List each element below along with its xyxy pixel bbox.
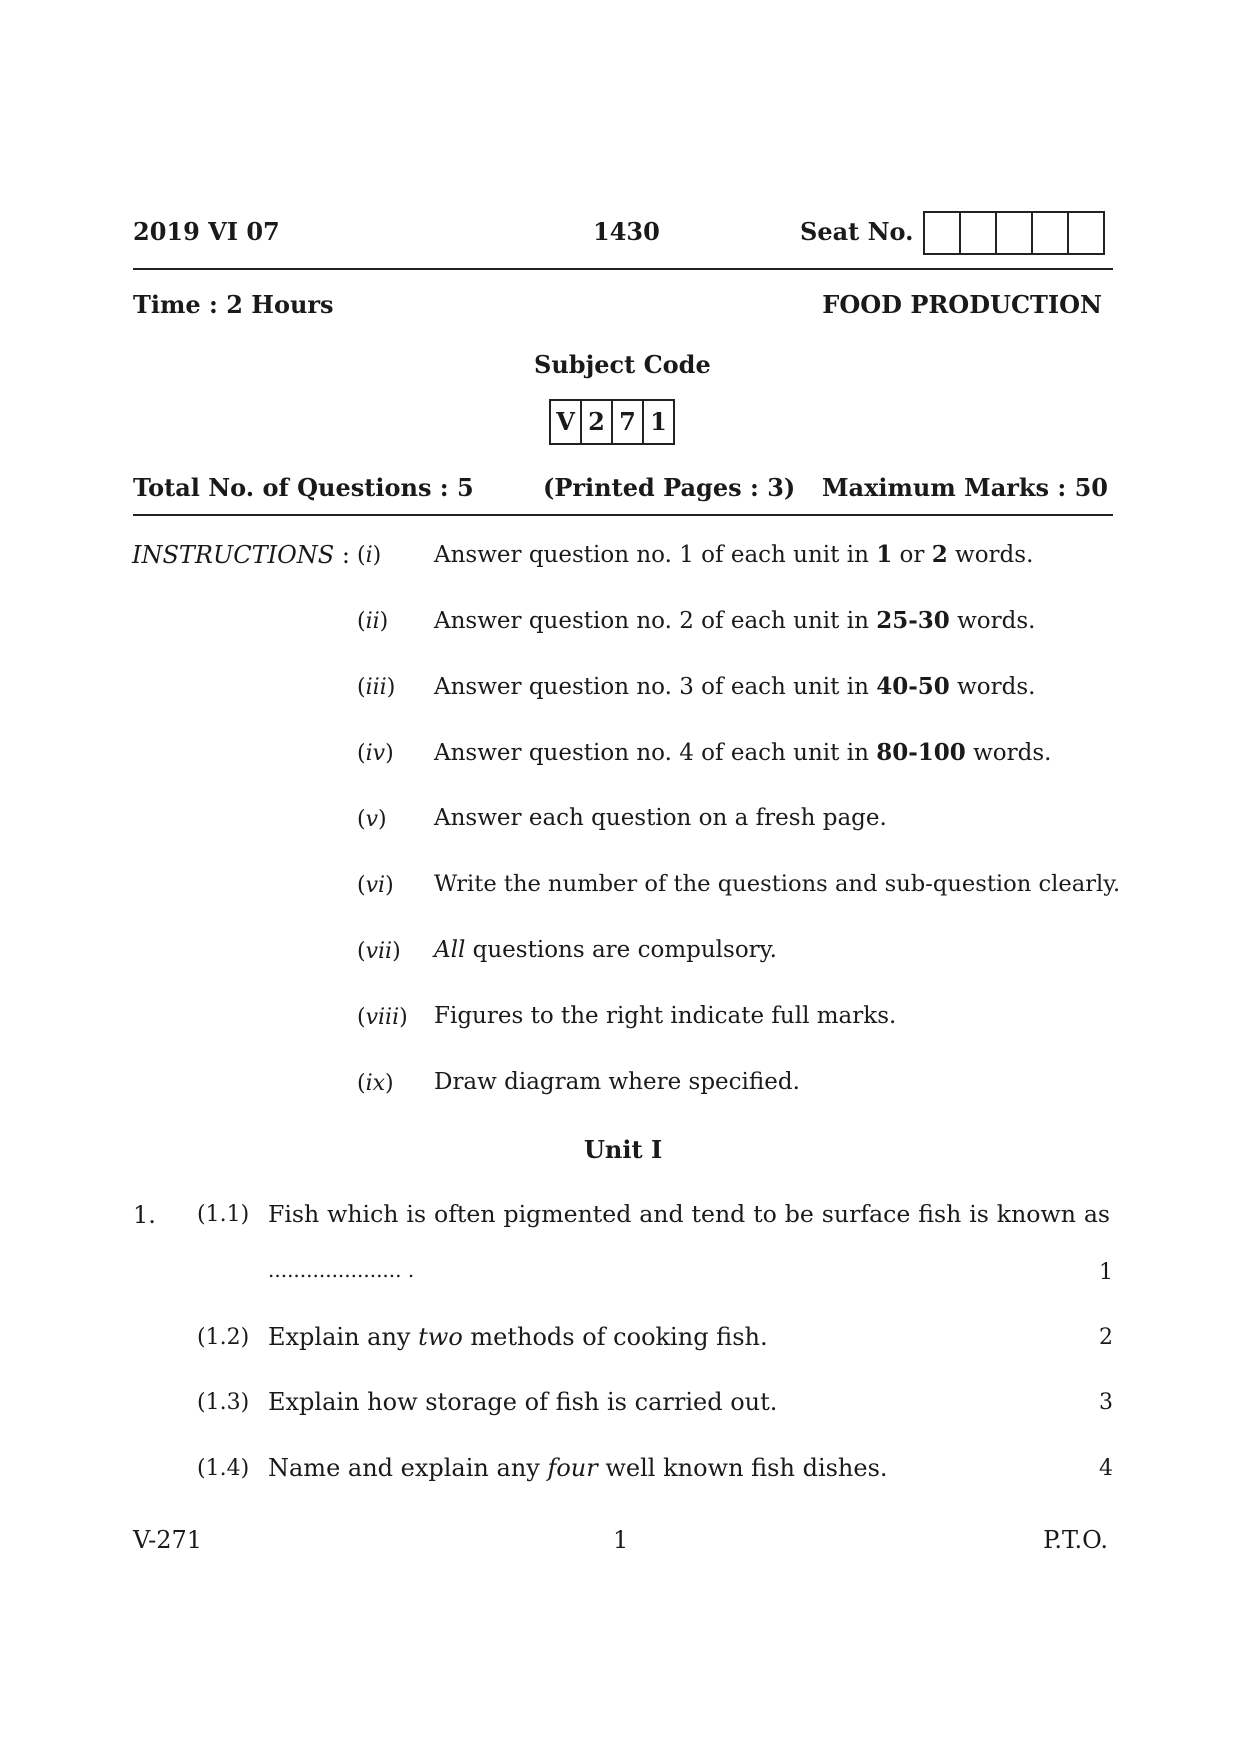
marks-value: 2 xyxy=(1099,1325,1113,1350)
subquestion-number: (1.2) xyxy=(197,1325,250,1350)
subquestion-number: (1.3) xyxy=(197,1390,250,1415)
marks-value: 4 xyxy=(1099,1456,1113,1481)
page-number: 1 xyxy=(613,1526,629,1554)
instruction-number: (i) xyxy=(357,543,382,568)
answer-blank: ..................... . xyxy=(268,1258,415,1282)
instruction-text: All questions are compulsory. xyxy=(434,937,777,963)
seat-number-boxes[interactable] xyxy=(923,211,1105,255)
subquestion-text: Explain any two methods of cooking fish. xyxy=(268,1323,768,1351)
instruction-text: Answer question no. 1 of each unit in 1 or 2 words. xyxy=(434,541,1034,568)
subject-code-char: 1 xyxy=(642,401,673,443)
time-label: Time : 2 Hours xyxy=(133,290,334,319)
instruction-text: Answer question no. 3 of each unit in 40-50 words. xyxy=(434,673,1036,700)
instruction-number: (ix) xyxy=(357,1071,394,1096)
subject-code-label: Subject Code xyxy=(534,350,711,379)
instruction-text: Answer question no. 4 of each unit in 80-100 words. xyxy=(434,739,1052,766)
instruction-number: (ii) xyxy=(357,609,389,634)
instruction-text: Answer each question on a fresh page. xyxy=(434,805,887,831)
seat-box[interactable] xyxy=(995,213,1031,253)
instruction-number: (viii) xyxy=(357,1005,408,1030)
paper-number: 1430 xyxy=(593,217,660,246)
instruction-number: (iv) xyxy=(357,741,394,766)
subquestion-text: Fish which is often pigmented and tend to be surface fish is known as xyxy=(268,1200,1110,1228)
unit-title: Unit I xyxy=(584,1135,663,1164)
question-number: 1. xyxy=(133,1201,156,1229)
exam-code: 2019 VI 07 xyxy=(133,217,280,246)
seat-box[interactable] xyxy=(1031,213,1067,253)
maximum-marks: Maximum Marks : 50 xyxy=(821,473,1108,502)
instruction-text: Draw diagram where specified. xyxy=(434,1069,800,1095)
subject-code-char: 2 xyxy=(580,401,611,443)
instruction-text: Figures to the right indicate full marks. xyxy=(434,1003,897,1029)
subquestion-text: Name and explain any four well known fish dishes. xyxy=(268,1454,888,1482)
pto-label: P.T.O. xyxy=(1043,1526,1108,1554)
info-divider xyxy=(133,514,1113,516)
marks-value: 1 xyxy=(1099,1260,1113,1285)
printed-pages: (Printed Pages : 3) xyxy=(543,473,796,502)
instruction-number: (v) xyxy=(357,807,387,832)
seat-label: Seat No. xyxy=(800,217,914,246)
total-questions: Total No. of Questions : 5 xyxy=(133,473,474,502)
instruction-text: Write the number of the questions and sub-question clearly. xyxy=(434,871,1121,897)
instruction-number: (vii) xyxy=(357,939,401,964)
subject-code-char: 7 xyxy=(611,401,642,443)
footer-paper-code: V-271 xyxy=(133,1526,203,1554)
header-divider xyxy=(133,268,1113,270)
subject-code-boxes xyxy=(549,399,675,445)
marks-value: 3 xyxy=(1099,1390,1113,1415)
seat-box[interactable] xyxy=(1067,213,1103,253)
subject-code-char: V xyxy=(556,407,575,436)
instructions-heading: INSTRUCTIONS : xyxy=(132,541,350,569)
instruction-number: (iii) xyxy=(357,675,396,700)
seat-box[interactable] xyxy=(925,213,959,253)
instruction-number: (vi) xyxy=(357,873,394,898)
subquestion-number: (1.4) xyxy=(197,1456,250,1481)
subquestion-text: Explain how storage of fish is carried out. xyxy=(268,1388,778,1416)
instruction-text: Answer question no. 2 of each unit in 25-30 words. xyxy=(434,607,1036,634)
seat-box[interactable] xyxy=(959,213,995,253)
subquestion-number: (1.1) xyxy=(197,1202,250,1227)
subject-title: FOOD PRODUCTION xyxy=(822,290,1102,319)
